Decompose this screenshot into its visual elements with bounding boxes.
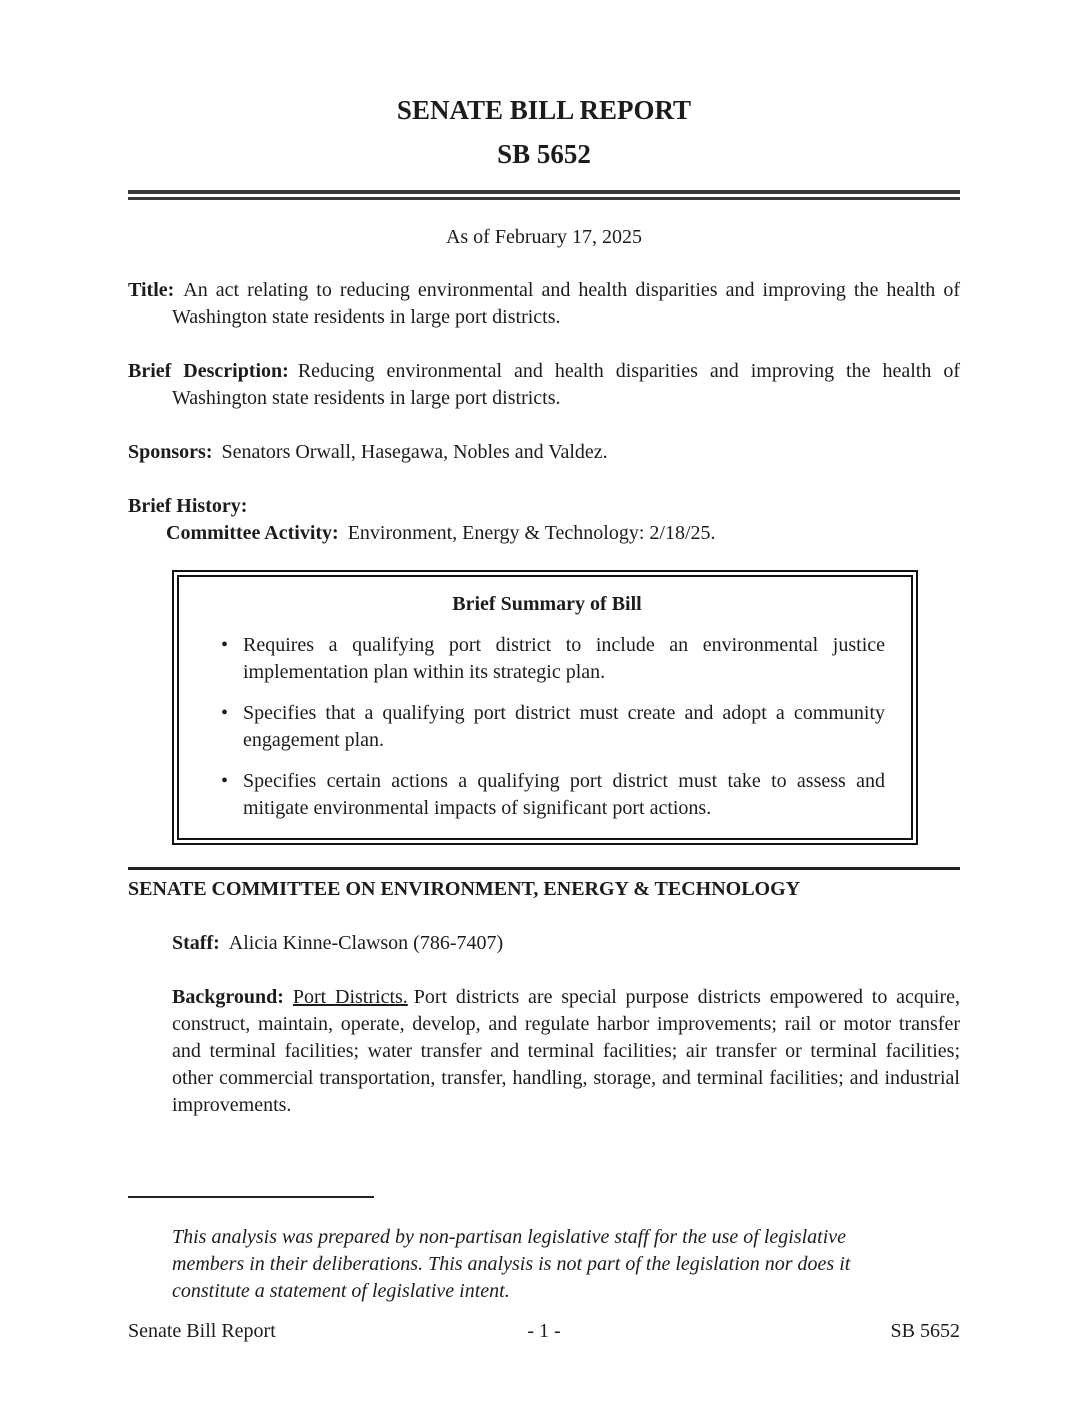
- bullet-icon: •: [221, 702, 229, 724]
- report-title: SENATE BILL REPORT: [396, 95, 692, 125]
- list-item: [209, 632, 885, 686]
- bullet-icon: •: [221, 770, 229, 792]
- staff-text: Alicia Kinne-Clawson (786-7407): [228, 932, 504, 954]
- bullet-icon: •: [221, 634, 229, 656]
- committee-body: [172, 930, 960, 1119]
- background-underlined-heading: Port Districts.: [292, 986, 408, 1008]
- committee-heading: SENATE COMMITTEE ON ENVIRONMENT, ENERGY & TECHNOLOGY: [128, 878, 801, 900]
- brief-summary-box: [172, 570, 918, 845]
- sponsors-label: Sponsors:: [128, 441, 213, 463]
- committee-activity-line: [166, 520, 960, 547]
- page-footer: [128, 1318, 960, 1345]
- as-of-date: As of February 17, 2025: [445, 226, 643, 248]
- document-header: [128, 0, 960, 176]
- summary-bullet-text: Specifies that a qualifying port district must create and adopt a community engagement plan.: [243, 702, 885, 751]
- footnote-separator-rule: [128, 1196, 374, 1198]
- brief-history-block: [128, 493, 960, 547]
- header-double-rule: [128, 190, 960, 200]
- staff-label: Staff:: [172, 932, 220, 954]
- committee-section-rule: [128, 867, 960, 870]
- summary-box-heading: Brief Summary of Bill: [452, 593, 642, 615]
- footer-bill-number: SB 5652: [890, 1320, 960, 1342]
- title-text: An act relating to reducing environmental and health disparities and improving the health of Washington state residents in large port districts.: [172, 279, 960, 328]
- list-item: [209, 768, 885, 822]
- sponsors-text: Senators Orwall, Hasegawa, Nobles and Valdez.: [221, 441, 608, 463]
- brief-description-paragraph: [128, 358, 960, 412]
- committee-activity-label: Committee Activity:: [166, 522, 339, 544]
- committee-activity-text: Environment, Energy & Technology: 2/18/25.: [347, 522, 716, 544]
- brief-description-text: Reducing environmental and health disparities and improving the health of Washington state residents in large port districts.: [172, 360, 960, 409]
- title-label: Title:: [128, 279, 175, 301]
- brief-summary-box-inner: [177, 575, 913, 840]
- footer-report-name: Senate Bill Report: [128, 1320, 276, 1342]
- list-item: [209, 700, 885, 754]
- brief-history-label: Brief History:: [128, 495, 248, 517]
- staff-line: [172, 930, 960, 957]
- summary-bullet-text: Requires a qualifying port district to include an environmental justice implementation plan within its strategic plan.: [243, 634, 885, 683]
- footer-page-number: - 1 -: [527, 1320, 561, 1342]
- title-paragraph: [128, 277, 960, 331]
- background-label: Background:: [172, 986, 284, 1008]
- footnote-text: This analysis was prepared by non-partisan legislative staff for the use of legislative members in their deliberations. This analysis is not part of the legislation nor does it constitute a statement of legislative intent.: [172, 1226, 851, 1302]
- sponsors-paragraph: [128, 439, 960, 466]
- background-text: Port districts are special purpose districts empowered to acquire, construct, maintain, operate, develop, and regulate harbor improvements; rail or motor transfer and terminal facilities; water transfer and terminal facilities; air transfer or terminal facilities; other commercial transportation, transfer, handling, storage, and terminal facilities; and industrial improvements.: [172, 986, 960, 1116]
- bill-number-title: SB 5652: [497, 139, 591, 169]
- summary-bullet-text: Specifies certain actions a qualifying port district must take to assess and mitigate environmental impacts of significant port actions.: [243, 770, 885, 819]
- background-paragraph: [172, 984, 960, 1119]
- brief-description-label: Brief Description:: [128, 360, 289, 382]
